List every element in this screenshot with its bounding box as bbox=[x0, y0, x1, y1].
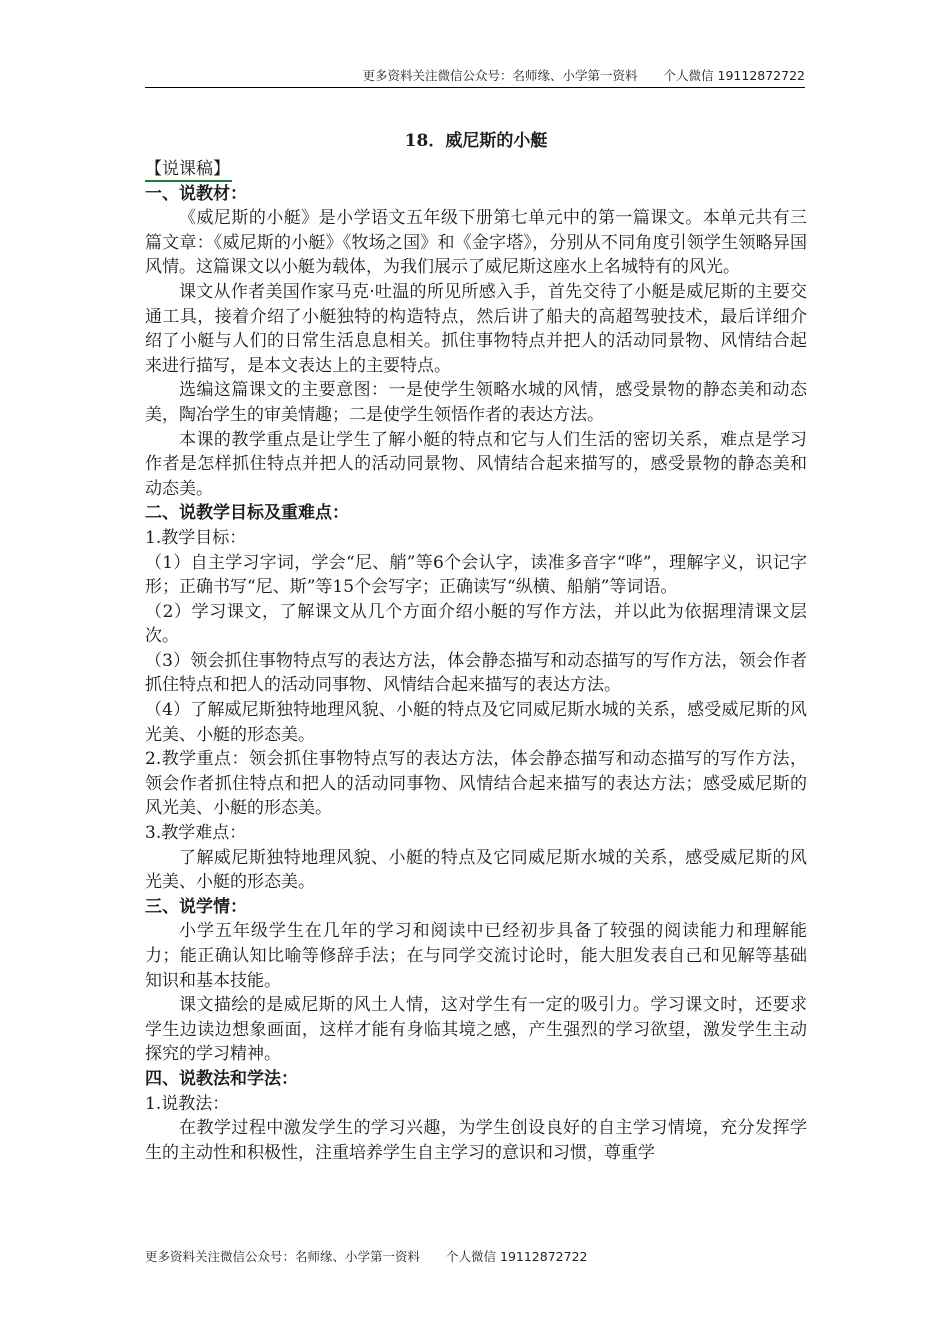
section-heading-4: 四、说教法和学法： bbox=[145, 1068, 298, 1089]
difficulty-text: 了解威尼斯独特地理风貌、小艇的特点及它同威尼斯水城的关系，感受威尼斯的风光美、小艇的形态美。 bbox=[145, 847, 807, 893]
footer-contact: 个人微信 19112872722 bbox=[446, 1249, 588, 1264]
section-heading-3: 三、说学情： bbox=[145, 896, 247, 917]
goal-item: （3）领会抓住事物特点写的表达方法，体会静态描写和动态描写的写作方法，领会作者抓住特点和把人的活动同事物、风情结合起来描写的表达方法。 bbox=[145, 650, 807, 696]
document-body bbox=[145, 129, 807, 1165]
section-tag: 【说课稿】 bbox=[145, 158, 232, 182]
section-heading-1: 一、说教材： bbox=[145, 183, 247, 204]
section-heading-2: 二、说教学目标及重难点： bbox=[145, 503, 349, 524]
document-title: 18．威尼斯的小艇 bbox=[404, 131, 548, 151]
page-header bbox=[145, 66, 805, 84]
paragraph: 小学五年级学生在几年的学习和阅读中已经初步具备了较强的阅读能力和理解能力；能正确认知比喻等修辞手法；在与同学交流讨论时，能大胆发表自己和见解等基础知识和基本技能。 bbox=[145, 921, 807, 991]
paragraph: 课文从作者美国作家马克·吐温的所见所感入手，首先交待了小艇是威尼斯的主要交通工具，接着介绍了小艇独特的构造特点，然后讲了船夫的高超驾驶技术，最后详细介绍了小艇与人们的日常生活息息相关。抓住事物特点并把人的活动同景物、风情结合起来进行描写，是本文表达上的主要特点。 bbox=[145, 281, 807, 376]
paragraph: 课文描绘的是威尼斯的风土人情，这对学生有一定的吸引力。学习课文时，还要求学生边读边想象画面，这样才能有身临其境之感，产生强烈的学习欲望，激发学生主动探究的学习精神。 bbox=[145, 995, 807, 1065]
goal-item: （4）了解威尼斯独特地理风貌、小艇的特点及它同威尼斯水城的关系，感受威尼斯的风光美、小艇的形态美。 bbox=[145, 700, 807, 745]
method-label: 1.说教法： bbox=[145, 1093, 230, 1114]
header-contact: 个人微信 19112872722 bbox=[663, 68, 805, 83]
difficulty-label: 3.教学难点： bbox=[145, 823, 247, 844]
goal-item: （1）自主学习字词，学会“尼、艄”等6个会认字，读准多音字“哗”，理解字义，识记字形；正确书写“尼、斯”等15个会写字；正确读写“纵横、船艄”等词语。 bbox=[145, 552, 807, 598]
key-points: 2.教学重点：领会抓住事物特点写的表达方法，体会静态描写和动态描写的写作方法，领会作者抓住特点和把人的活动同事物、风情结合起来描写的表达方法；感受威尼斯的风光美、小艇的形态美。 bbox=[145, 749, 807, 819]
header-rule bbox=[145, 87, 805, 88]
footer-wechat-note: 更多资料关注微信公众号：名师缘、小学第一资料 bbox=[145, 1249, 421, 1264]
paragraph: 《威尼斯的小艇》是小学语文五年级下册第七单元中的第一篇课文。本单元共有三篇文章：《威尼斯的小艇》《牧场之国》和《金字塔》，分别从不同角度引领学生领略异国风情。这篇课文以小艇为载体，为我们展示了威尼斯这座水上名城特有的风光。 bbox=[145, 208, 807, 278]
paragraph: 选编这篇课文的主要意图：一是使学生领略水城的风情，感受景物的静态美和动态美，陶冶学生的审美情趣；二是使学生领悟作者的表达方法。 bbox=[145, 380, 807, 425]
page-footer bbox=[145, 1247, 587, 1265]
goal-label: 1.教学目标： bbox=[145, 527, 247, 548]
header-wechat-note: 更多资料关注微信公众号：名师缘、小学第一资料 bbox=[362, 68, 638, 83]
paragraph: 在教学过程中激发学生的学习兴趣，为学生创设良好的自主学习情境，充分发挥学生的主动性和积极性，注重培养学生自主学习的意识和习惯，尊重学 bbox=[145, 1118, 807, 1163]
paragraph: 本课的教学重点是让学生了解小艇的特点和它与人们生活的密切关系，难点是学习作者是怎样抓住特点并把人的活动同景物、风情结合起来描写的，感受景物的静态美和动态美。 bbox=[145, 429, 807, 499]
goal-item: （2）学习课文，了解课文从几个方面介绍小艇的写作方法，并以此为依据理清课文层次。 bbox=[145, 601, 807, 647]
